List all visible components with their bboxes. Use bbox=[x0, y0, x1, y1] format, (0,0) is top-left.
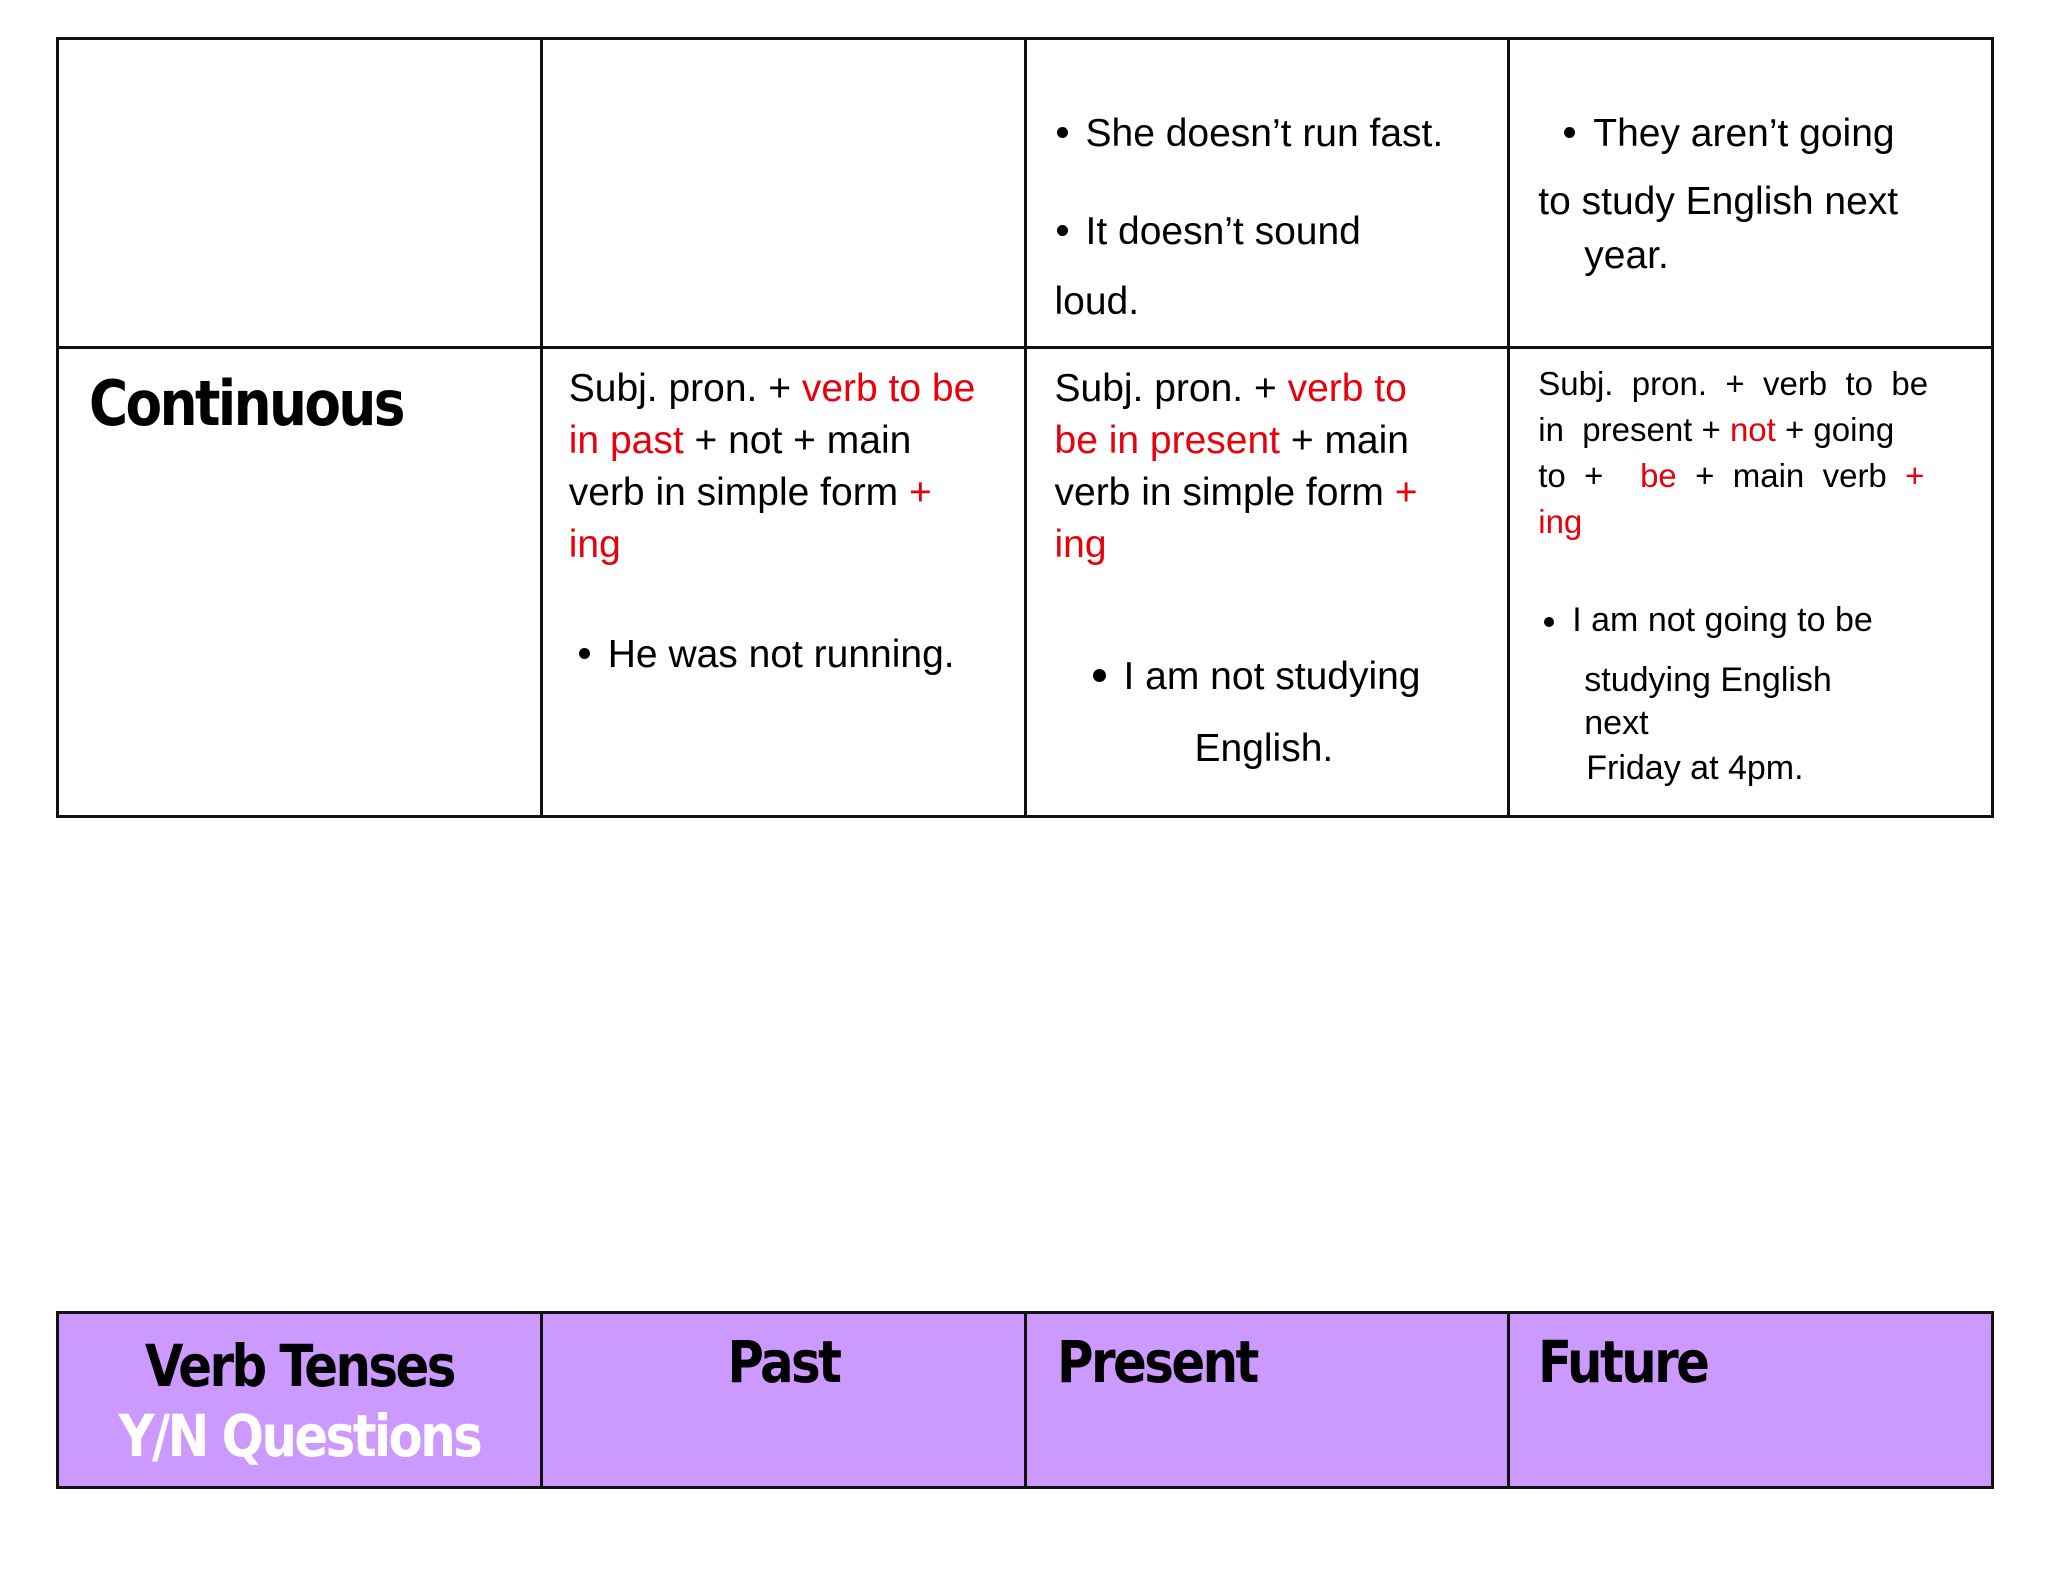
bullet-icon bbox=[1057, 225, 1068, 236]
yn-questions-header-table bbox=[56, 1311, 1994, 1489]
future-header-cell bbox=[1509, 1313, 1993, 1488]
list-item: I am not studying bbox=[1093, 655, 1421, 699]
future-continuous-cell bbox=[1509, 348, 1993, 817]
column-header-past: Past bbox=[727, 1328, 840, 1396]
column-header-present: Present bbox=[1056, 1328, 1257, 1396]
formula-text: Subj. pron. + verb to be in present + main verb in simple form + ing bbox=[1054, 367, 1418, 566]
list-item: She doesn’t run fast. bbox=[1057, 112, 1444, 156]
bullet-icon bbox=[1093, 669, 1106, 682]
row-label: Continuous bbox=[89, 367, 403, 440]
empty-past-cell bbox=[541, 39, 1025, 348]
table-row bbox=[58, 39, 1993, 348]
table-subtitle: Y/N Questions bbox=[118, 1402, 481, 1470]
formula-text: Subj. pron. + verb to be in present + not + going to + be + main verb + ing bbox=[1538, 365, 1929, 540]
example-continuation: next bbox=[1584, 704, 1649, 742]
example-continuation: to study English next bbox=[1538, 180, 1899, 223]
table-title: Verb Tenses bbox=[144, 1332, 454, 1400]
present-header-cell bbox=[1025, 1313, 1509, 1488]
list-item: It doesn’t sound bbox=[1057, 210, 1361, 254]
table-row bbox=[58, 1313, 1993, 1488]
bullet-icon bbox=[1057, 127, 1068, 138]
table-row bbox=[58, 348, 1993, 817]
bullet-icon bbox=[1544, 617, 1554, 627]
column-header-future: Future bbox=[1538, 1328, 1708, 1396]
present-simple-cell bbox=[1025, 39, 1509, 348]
future-simple-cell bbox=[1509, 39, 1993, 348]
negative-tenses-table bbox=[56, 37, 1994, 818]
bullet-icon bbox=[579, 648, 590, 659]
past-continuous-cell bbox=[541, 348, 1025, 817]
list-item: They aren’t going bbox=[1564, 112, 1894, 156]
empty-label-cell bbox=[58, 39, 542, 348]
list-item: He was not running. bbox=[579, 633, 955, 677]
example-continuation: loud. bbox=[1054, 280, 1140, 323]
example-continuation: studying English bbox=[1584, 661, 1832, 699]
verb-tenses-header-cell bbox=[58, 1313, 542, 1488]
example-continuation: year. bbox=[1584, 234, 1669, 277]
formula-text: Subj. pron. + verb to be in past + not + main verb in simple form + ing bbox=[568, 367, 976, 566]
example-continuation: Friday at 4pm. bbox=[1586, 749, 1804, 787]
continuous-label-cell bbox=[58, 348, 542, 817]
present-continuous-cell bbox=[1025, 348, 1509, 817]
bullet-icon bbox=[1564, 127, 1575, 138]
list-item: I am not going to be bbox=[1544, 601, 1873, 640]
example-continuation: English. bbox=[1194, 727, 1334, 770]
past-header-cell bbox=[541, 1313, 1025, 1488]
